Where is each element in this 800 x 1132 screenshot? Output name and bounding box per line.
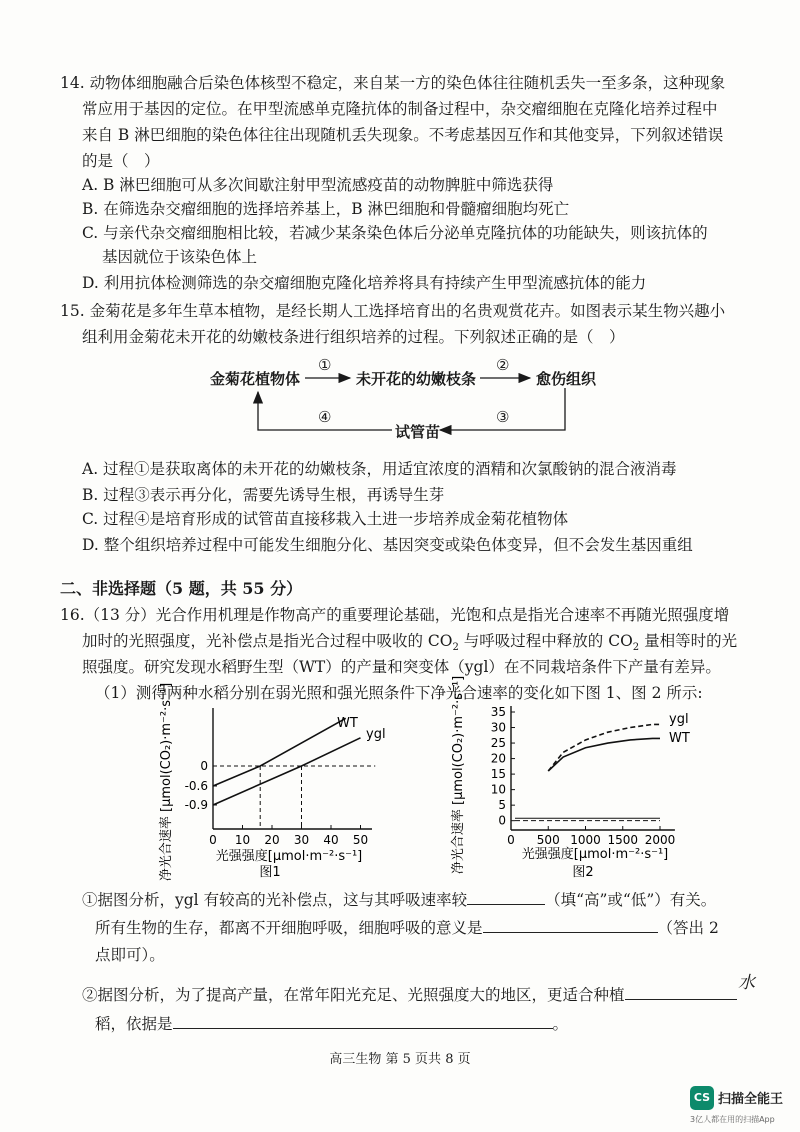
q16-answer-1 — [82, 888, 716, 911]
q16-answer-3 — [82, 983, 737, 1006]
q16-a2-text: 所有生物的生存，都离不开细胞呼吸，细胞呼吸的意义是 — [95, 919, 483, 937]
diagram-step-3: ③ — [496, 408, 510, 426]
scanner-brand: 扫描全能王 — [718, 1092, 784, 1107]
co2-subscript: 2 — [632, 642, 640, 654]
q14-option-d: D. 利用抗体检测筛选的杂交瘤细胞克隆化培养将具有持续产生甲型流感抗体的能力 — [82, 274, 647, 292]
chart2-y-tick-label: 20 — [490, 751, 506, 766]
q16-sub-question-1: （1）测得两种水稻分别在弱光照和强光照条件下净光合速率的变化如下图 1、图 2 所示: — [95, 684, 703, 702]
q16-answer-4 — [95, 1012, 568, 1035]
chart2-y-tick-label: 35 — [490, 705, 506, 719]
chart1-legend-ygl: ygl — [366, 727, 386, 742]
q15-stem-line-2: 组利用金菊花未开花的幼嫩枝条进行组织培养的过程。下列叙述正确的是（ ） — [82, 328, 625, 346]
answer-blank-4[interactable] — [173, 1012, 553, 1029]
diagram-node-branch: 未开花的幼嫩枝条 — [356, 370, 477, 388]
q14-stem-line-3: 来自 B 淋巴细胞的染色体往往出现随机丢失现象。不考虑基因互作和其他变异，下列叙述错误 — [82, 126, 724, 144]
q15-option-c: C. 过程④是培育形成的试管苗直接移栽入土进一步培养成金菊花植物体 — [82, 510, 569, 528]
diagram-step-2: ② — [496, 356, 510, 374]
page-footer: 高三生物 第 5 页共 8 页 — [329, 1052, 471, 1067]
diagram-node-plant: 金菊花植物体 — [210, 370, 301, 388]
chart1-x-tick-label: 30 — [293, 833, 310, 847]
chart1-x-label: 光强强度[μmol·m⁻²·s⁻¹] — [215, 849, 363, 864]
answer-blank-1[interactable] — [467, 888, 545, 905]
diagram-node-plantlet: 试管苗 — [395, 423, 441, 441]
chart2-x-tick-label: 2000 — [644, 833, 676, 847]
chart1-y-tick-label: -0.9 — [184, 798, 208, 812]
q16-a2-hint: （答出 2 — [657, 919, 719, 937]
chart2-series-wt — [548, 738, 660, 771]
q16-b2-end: 。 — [552, 1015, 569, 1033]
scanner-logo-icon: CS — [690, 1086, 714, 1110]
chart1-y-label: 净光合速率 [μmol(CO₂)·m⁻²·s⁻¹] — [159, 682, 174, 882]
chart2-y-tick-label: 25 — [490, 736, 506, 751]
answer-blank-2[interactable] — [483, 916, 658, 933]
chart2-x-tick-label: 0 — [507, 833, 515, 847]
q16-stem-line-2c: 量相等时的光 — [639, 632, 738, 650]
q16-a1-text: ①据图分析，ygl 有较高的光补偿点，这与其呼吸速率较 — [82, 891, 468, 909]
chart2-caption: 图2 — [572, 865, 594, 880]
q15-option-b: B. 过程③表示再分化，需要先诱导生根，再诱导生芽 — [82, 486, 445, 504]
q16-stem-line-2a: 加时的光照强度，光补偿点是指光合过程中吸收的 CO — [82, 632, 453, 650]
q14-option-c-cont: 基因就位于该染色体上 — [102, 248, 258, 266]
chart1-x-tick-label: 40 — [323, 833, 339, 847]
q14-stem-line-4: 的是（ ） — [82, 152, 160, 170]
diagram-step-4: ④ — [318, 408, 332, 426]
chart2-y-tick-label: 10 — [490, 782, 506, 797]
q14-option-c: C. 与亲代杂交瘤细胞相比较，若减少某条染色体后分泌单克隆抗体的功能缺失，则该抗体的 — [82, 224, 708, 242]
chart2-legend-wt: WT — [669, 731, 690, 746]
q16-stem-line-1: 16.（13 分）光合作用机理是作物高产的重要理论基础，光饱和点是指光合速率不再随光照强度增 — [60, 606, 730, 624]
q16-b2-text: 稻，依据是 — [95, 1015, 173, 1033]
q15-option-d: D. 整个组织培养过程中可能发生细胞分化、基因突变或染色体变异，但不会发生基因重组 — [82, 536, 693, 554]
q16-stem-line-2b: 与呼吸过程中释放的 CO — [458, 632, 633, 650]
scanner-watermark — [690, 1086, 795, 1126]
diagram-step-1: ① — [318, 356, 332, 374]
section-heading: 二、非选择题（5 题，共 55 分） — [60, 579, 303, 598]
chart1-caption: 图1 — [259, 865, 281, 880]
chart2-y-tick-label: 30 — [490, 720, 506, 735]
chart2-x-label: 光强强度[μmol·m⁻²·s⁻¹] — [521, 847, 669, 862]
q15-stem-line-1: 15. 金菊花是多年生草本植物，是经长期人工选择培育出的名贵观赏花卉。如图表示某生物兴趣小 — [60, 302, 726, 320]
q16-stem-line-3: 照强度。研究发现水稻野生型（WT）的产量和突变体（ygl）在不同栽培条件下产量有差异。 — [82, 658, 721, 676]
chart2-y-tick-label: 15 — [490, 767, 506, 782]
answer-blank-3[interactable] — [625, 983, 737, 1000]
q15-option-a: A. 过程①是获取离体的未开花的幼嫩枝条，用适宜浓度的酒精和次氯酸钠的混合液消毒 — [82, 460, 677, 478]
chart1-x-tick-label: 20 — [264, 833, 280, 847]
chart2-legend-ygl: ygl — [669, 712, 689, 727]
handwritten-mark: 水 — [738, 973, 755, 993]
chart2-x-tick-label: 1500 — [607, 833, 639, 847]
q14-stem-line-2: 常应用于基因的定位。在甲型流感单克隆抗体的制备过程中，杂交瘤细胞在克隆化培养过程中 — [82, 100, 718, 118]
co2-subscript: 2 — [452, 642, 459, 654]
q16-a1-hint: （填“高”或“低”）有关。 — [545, 891, 717, 909]
chart1-x-tick-label: 50 — [352, 833, 369, 847]
chart2-y-tick-label: 5 — [498, 798, 506, 813]
q14-option-b: B. 在筛选杂交瘤细胞的选择培养基上，B 淋巴细胞和骨髓瘤细胞均死亡 — [82, 200, 570, 218]
chart2-y-tick-label: 0 — [498, 813, 506, 828]
chart2-x-tick-label: 500 — [536, 833, 560, 847]
q14-stem-line-1: 14. 动物体细胞融合后染色体核型不稳定，来自某一方的染色体往往随机丢失一至多条，这种现象 — [60, 74, 726, 92]
chart1-y-tick-label: -0.6 — [184, 779, 208, 793]
chart2-y-label: 净光合速率 [μmol(CO₂)·m⁻²·s⁻¹] — [451, 675, 466, 875]
chart1-legend-wt: WT — [337, 716, 358, 731]
q16-answer-2 — [95, 916, 719, 939]
scanner-tagline: 3亿人都在用的扫描App — [690, 1115, 775, 1124]
chart1-series-ygl — [213, 738, 361, 805]
q16-answer-2-cont: 点即可）。 — [95, 946, 165, 964]
chart1-x-tick-label: 0 — [209, 833, 217, 847]
chart2-series-ygl — [548, 724, 660, 771]
q16-b1-text: ②据图分析，为了提高产量，在常年阳光充足、光照强度大的地区，更适合种植 — [82, 986, 625, 1004]
diagram-node-callus: 愈伤组织 — [536, 370, 597, 388]
q14-option-a: A. B 淋巴细胞可从多次间歇注射甲型流感疫苗的动物脾脏中筛选获得 — [82, 176, 554, 194]
chart1-x-tick-label: 10 — [234, 833, 251, 847]
chart1-y-tick-label: 0 — [200, 759, 208, 773]
chart2-x-tick-label: 1000 — [570, 833, 601, 847]
